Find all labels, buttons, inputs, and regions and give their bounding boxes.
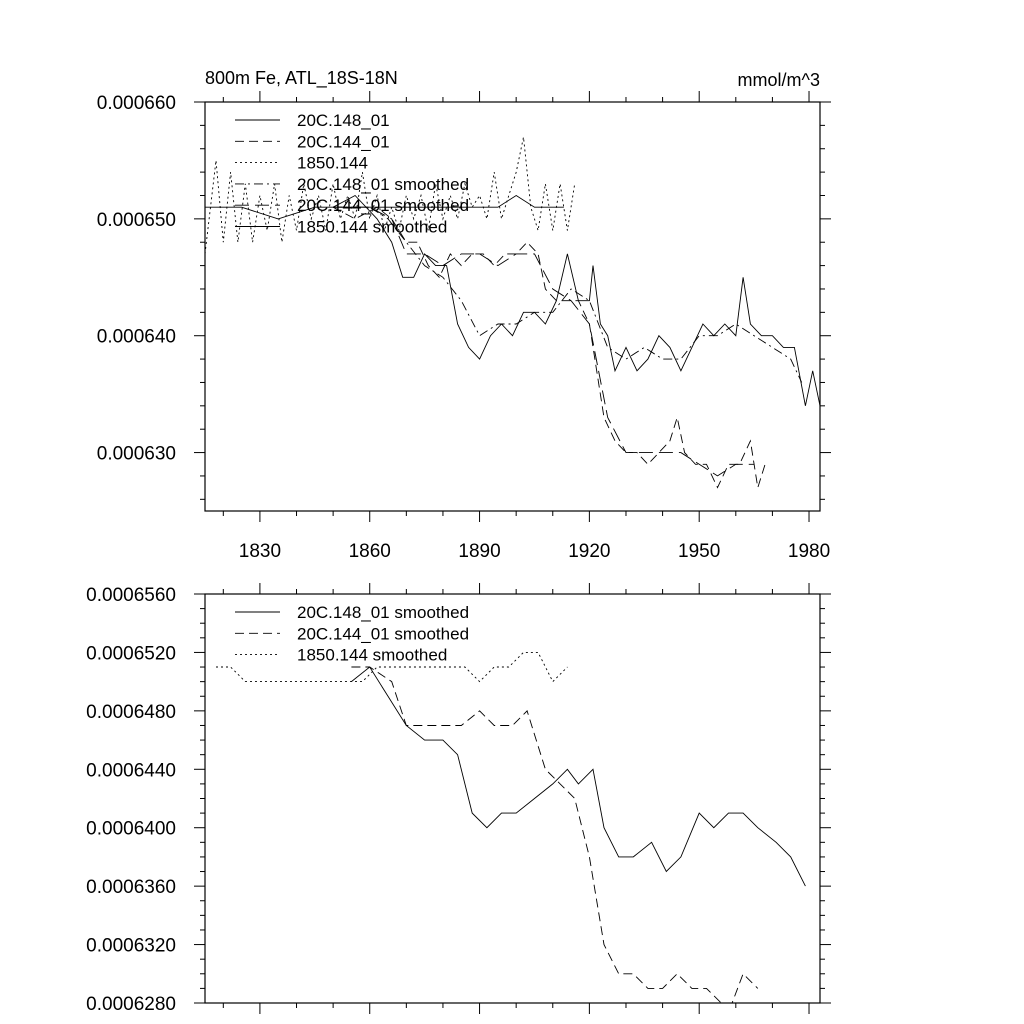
- c0-legend-label-5: 1850.144 smoothed: [297, 217, 448, 237]
- c0-x-tick-label-4: 1950: [678, 541, 721, 562]
- c0-y-tick-label-2: 0.000650: [96, 209, 176, 231]
- top-chart-units: mmol/m^3: [737, 70, 820, 90]
- c0-x-tick-label-3: 1920: [568, 541, 611, 562]
- c0-legend-label-1: 20C.144_01: [297, 132, 390, 152]
- c1-series-line-0: [351, 667, 805, 886]
- c0-x-tick-label-2: 1890: [458, 541, 501, 562]
- c1-y-tick-label-5: 0.0006480: [86, 701, 176, 723]
- c0-y-tick-label-1: 0.000640: [96, 326, 176, 348]
- c1-y-tick-label-7: 0.0006560: [86, 585, 176, 606]
- c1-legend-label-1: 20C.144_01 smoothed: [297, 624, 470, 644]
- c1-y-tick-label-2: 0.0006360: [86, 877, 176, 899]
- c1-legend-label-0: 20C.148_01 smoothed: [297, 603, 470, 622]
- c1-y-tick-label-6: 0.0006520: [86, 643, 176, 665]
- c0-y-tick-label-3: 0.000660: [96, 93, 176, 114]
- c0-legend-label-2: 1850.144: [297, 153, 368, 173]
- c0-series-line-1: [333, 207, 765, 487]
- c1-series-line-1: [351, 667, 757, 1003]
- c1-y-tick-label-4: 0.0006440: [86, 760, 176, 782]
- c0-series-line-4: [333, 207, 754, 476]
- c1-y-tick-label-0: 0.0006280: [86, 994, 176, 1015]
- bottom-chart-panel: [86, 583, 831, 1015]
- c0-x-tick-label-1: 1860: [348, 541, 391, 562]
- c0-legend-label-4: 20C.144_01 smoothed: [297, 196, 470, 216]
- top-chart-panel: [97, 68, 831, 562]
- c0-x-tick-label-0: 1830: [238, 541, 282, 562]
- c1-y-tick-label-3: 0.0006400: [86, 818, 176, 840]
- c1-y-tick-label-1: 0.0006320: [86, 935, 176, 957]
- c0-legend-label-0: 20C.148_01: [297, 111, 390, 130]
- c0-x-tick-label-5: 1980: [787, 541, 831, 562]
- c1-legend-label-2: 1850.144 smoothed: [297, 645, 448, 665]
- c0-legend-label-3: 20C.148_01 smoothed: [297, 174, 470, 194]
- top-chart-title: 800m Fe, ATL_18S-18N: [205, 68, 398, 88]
- c0-y-tick-label-0: 0.000630: [96, 443, 176, 465]
